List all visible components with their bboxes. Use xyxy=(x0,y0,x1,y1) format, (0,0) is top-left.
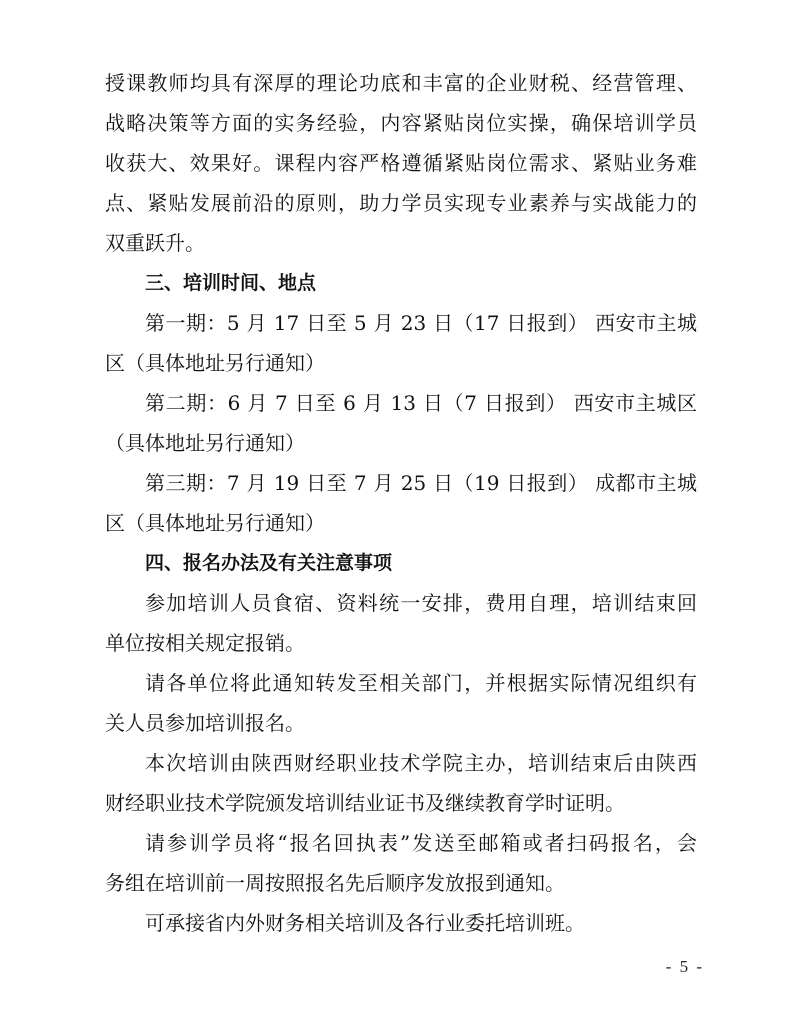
registration-paragraph-2 xyxy=(105,663,697,743)
session-1-paragraph xyxy=(105,303,697,383)
paragraph-line: 可承接省内外财务相关培训及各行业委托培训班。 xyxy=(145,911,585,935)
paragraph-line: 战略决策等方面的实务经验，内容紧贴岗位实操，确保培训学员 xyxy=(105,111,697,135)
session-3-paragraph xyxy=(105,463,697,543)
section-heading-schedule: 三、培训时间、地点 xyxy=(145,272,317,294)
paragraph-line: 本次培训由陕西财经职业技术学院主办，培训结束后由陕西 xyxy=(145,751,697,775)
paragraph-line: 第一期：5 月 17 日至 5 月 23 日（17 日报到） 西安市主城 xyxy=(145,311,697,335)
paragraph-line: 区（具体地址另行通知） xyxy=(105,511,325,535)
session-2-paragraph xyxy=(105,383,697,463)
paragraph-line: 第三期：7 月 19 日至 7 月 25 日（19 日报到） 成都市主城 xyxy=(145,471,697,495)
page-number: - 5 - xyxy=(665,957,704,976)
registration-paragraph-3 xyxy=(105,743,697,823)
paragraph-line: 区（具体地址另行通知） xyxy=(105,351,325,375)
paragraph-line: 财经职业技术学院颁发培训结业证书及继续教育学时证明。 xyxy=(105,791,625,815)
paragraph-line: 收获大、效果好。课程内容严格遵循紧贴岗位需求、紧贴业务难 xyxy=(105,151,697,175)
paragraph-line: （具体地址另行通知） xyxy=(105,431,305,455)
document-body xyxy=(105,63,697,943)
registration-paragraph-5 xyxy=(105,903,697,943)
paragraph-line: 关人员参加培训报名。 xyxy=(105,711,305,735)
paragraph-line: 请各单位将此通知转发至相关部门，并根据实际情况组织有 xyxy=(145,671,697,695)
paragraph-line: 参加培训人员食宿、资料统一安排，费用自理，培训结束回 xyxy=(145,591,697,615)
paragraph-line: 点、紧贴发展前沿的原则，助力学员实现专业素养与实战能力的 xyxy=(105,191,697,215)
section-heading-registration: 四、报名办法及有关注意事项 xyxy=(145,552,393,574)
paragraph-line: 单位按相关规定报销。 xyxy=(105,631,305,655)
paragraph-line: 授课教师均具有深厚的理论功底和丰富的企业财税、经营管理、 xyxy=(105,71,697,95)
registration-paragraph-4 xyxy=(105,823,697,903)
registration-paragraph-1 xyxy=(105,583,697,663)
paragraph-line: 务组在培训前一周按照报名先后顺序发放报到通知。 xyxy=(105,871,565,895)
paragraph-line: 双重跃升。 xyxy=(105,231,205,255)
paragraph-line: 第二期：6 月 7 日至 6 月 13 日（7 日报到） 西安市主城区 xyxy=(145,391,697,415)
paragraph-line: 请参训学员将“报名回执表”发送至邮箱或者扫码报名，会 xyxy=(145,831,697,855)
intro-paragraph xyxy=(105,63,697,263)
